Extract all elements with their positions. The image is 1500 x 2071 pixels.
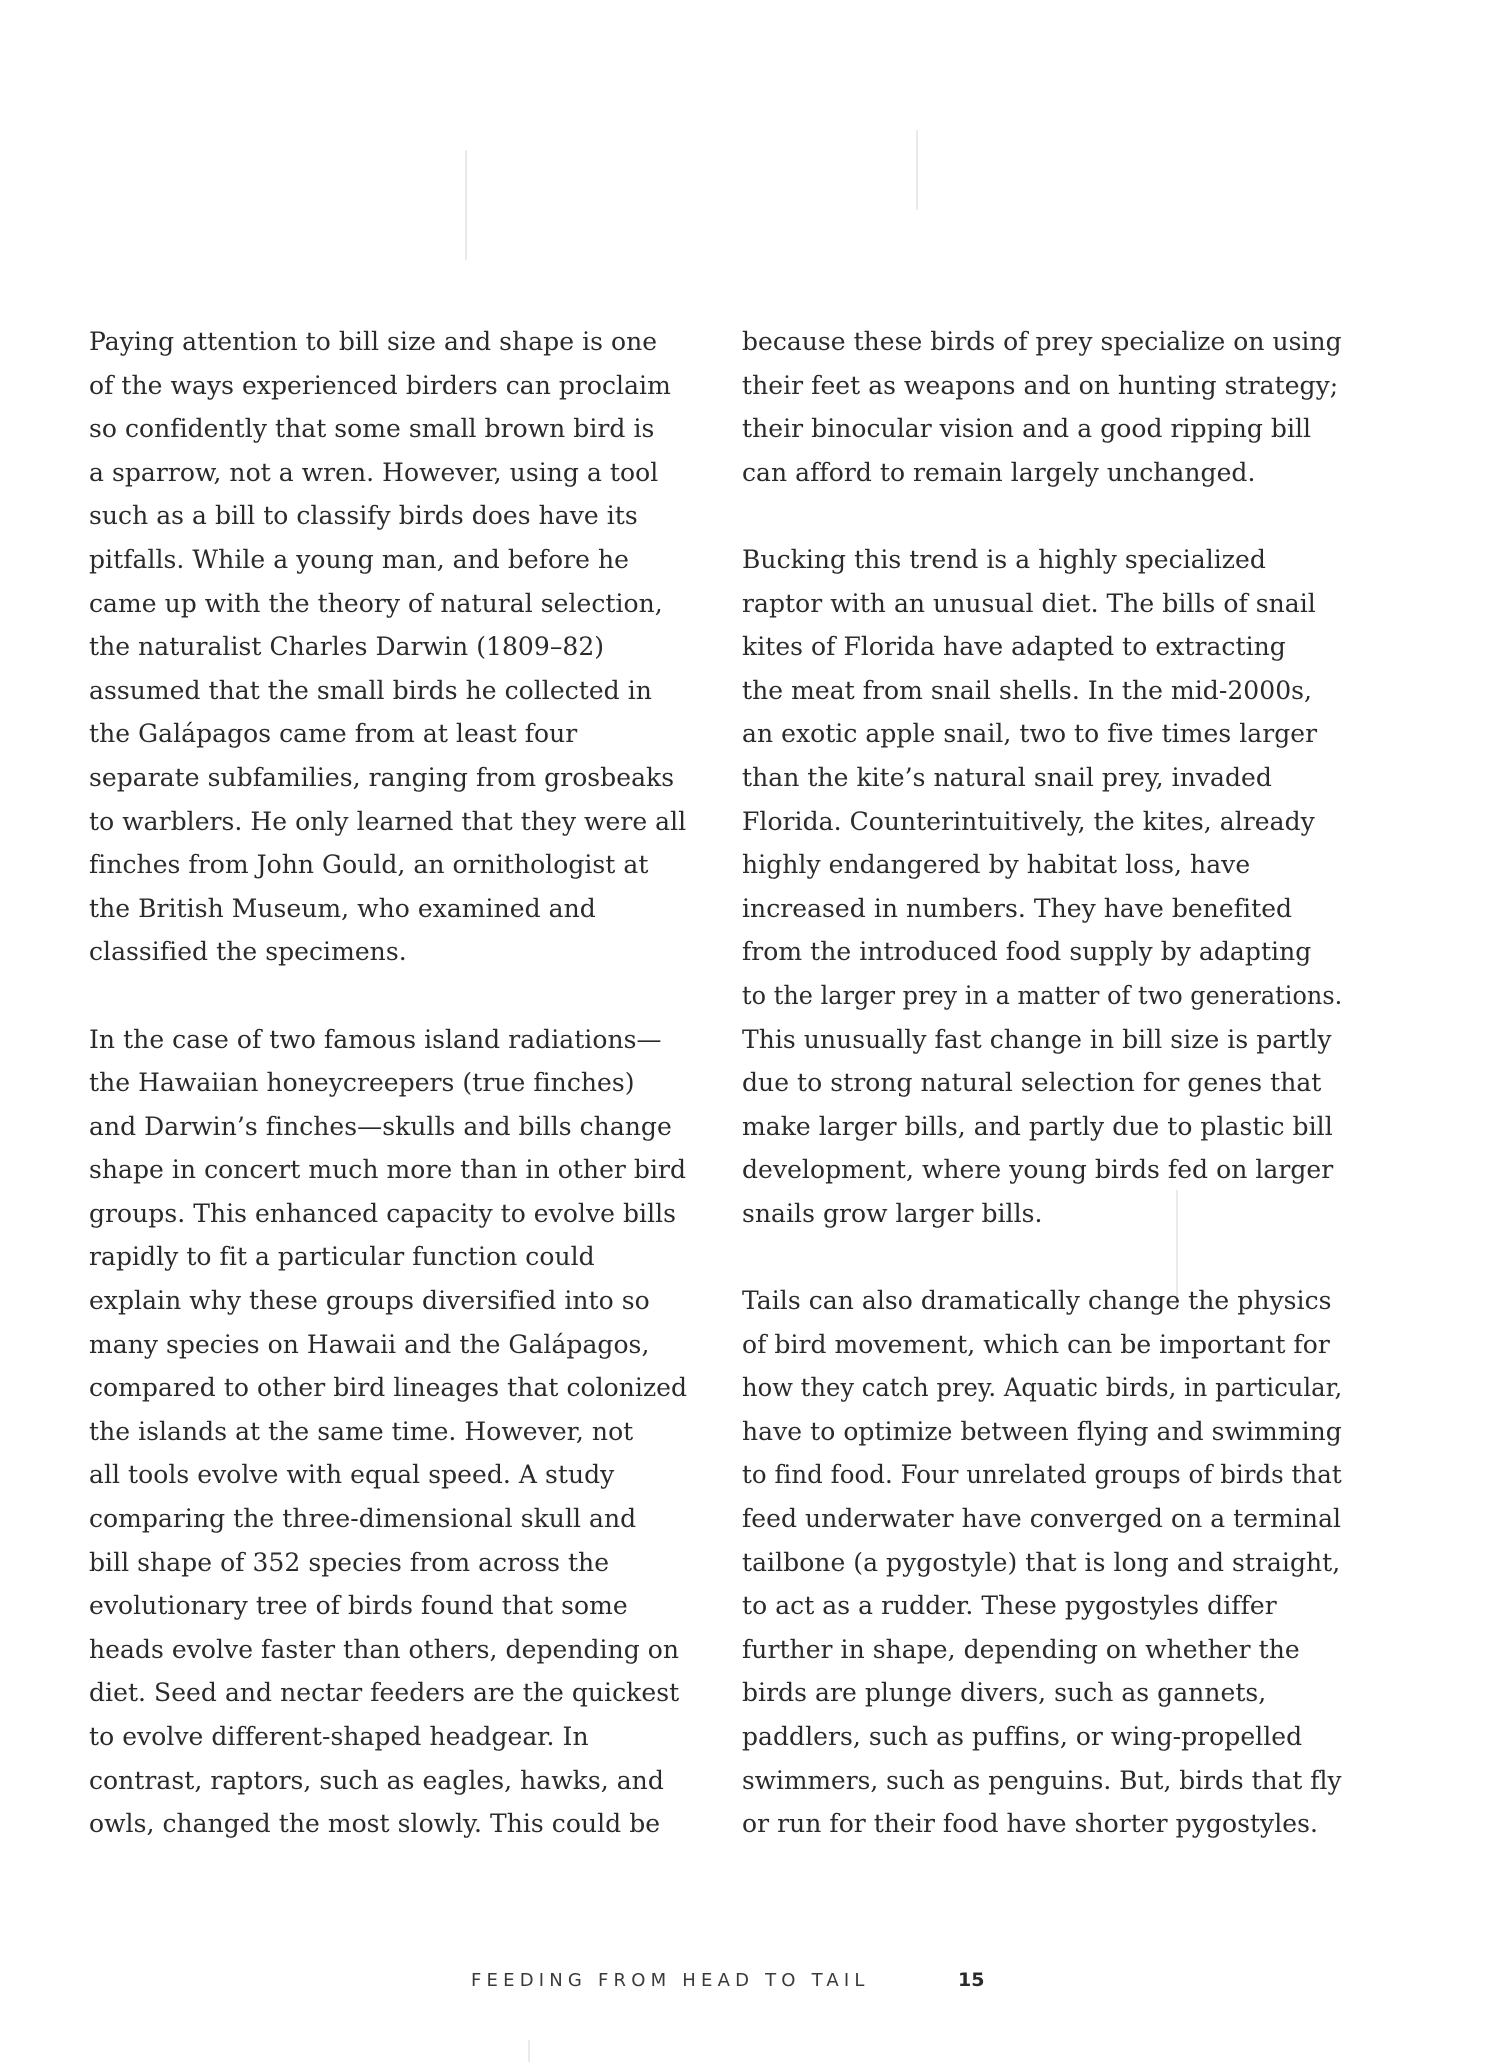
text-line: the British Museum, who examined and — [89, 893, 596, 923]
text-line: or run for their food have shorter pygostyles. — [742, 1809, 1318, 1839]
text-line: snails grow larger bills. — [742, 1198, 1043, 1228]
text-line: due to strong natural selection for genes that — [742, 1068, 1322, 1098]
text-line: to evolve different-shaped headgear. In — [89, 1722, 589, 1751]
text-line: so confidently that some small brown bird is — [89, 414, 655, 444]
text-line: further in shape, depending on whether the — [742, 1634, 1300, 1664]
text-line: groups. This enhanced capacity to evolve bills — [89, 1198, 677, 1228]
text-line: have to optimize between flying and swimming — [742, 1416, 1342, 1446]
text-line: of the ways experienced birders can proclaim — [89, 370, 671, 400]
text-line: make larger bills, and partly due to plastic bill — [742, 1111, 1333, 1141]
text-line: increased in numbers. They have benefited — [742, 893, 1293, 923]
text-line: highly endangered by habitat loss, have — [742, 850, 1251, 880]
text-line: classified the specimens. — [89, 937, 407, 967]
scan-mark — [465, 150, 467, 260]
text-line: owls, changed the most slowly. This could be — [89, 1809, 661, 1839]
text-line: to the larger prey in a matter of two generations. — [742, 980, 1343, 1010]
scan-mark — [528, 2040, 530, 2062]
text-line: the meat from snail shells. In the mid-2000s, — [742, 675, 1313, 705]
paragraph — [742, 538, 1352, 1236]
text-line: raptor with an unusual diet. The bills of snail — [742, 588, 1316, 618]
text-line: their binocular vision and a good ripping bill — [742, 414, 1312, 444]
text-line: diet. Seed and nectar feeders are the quickest — [89, 1678, 680, 1708]
text-line: birds are plunge divers, such as gannets, — [742, 1678, 1267, 1708]
running-head: FEEDING FROM HEAD TO TAIL — [471, 1970, 870, 1991]
page-number: 15 — [958, 1969, 985, 1991]
paragraph — [89, 1018, 699, 1846]
text-line: This unusually fast change in bill size is partly — [742, 1024, 1332, 1054]
text-line: swimmers, such as penguins. But, birds that fly — [742, 1765, 1342, 1795]
text-line: many species on Hawaii and the Galápagos, — [89, 1329, 650, 1359]
text-line: their feet as weapons and on hunting strategy; — [742, 370, 1339, 400]
text-line: to find food. Four unrelated groups of birds that — [742, 1460, 1342, 1490]
text-line: Florida. Counterintuitively, the kites, already — [742, 806, 1315, 836]
text-line: rapidly to fit a particular function could — [89, 1242, 595, 1272]
text-line: heads evolve faster than others, depending on — [89, 1634, 680, 1664]
text-line: the Galápagos came from at least four — [89, 719, 578, 749]
text-line: the islands at the same time. However, not — [89, 1416, 634, 1446]
text-line: Tails can also dramatically change the physics — [742, 1286, 1332, 1316]
text-line: to act as a rudder. These pygostyles differ — [742, 1591, 1277, 1621]
text-line: Bucking this trend is a highly specialized — [742, 544, 1266, 574]
text-line: shape in concert much more than in other bird — [89, 1155, 687, 1185]
text-line: In the case of two famous island radiations— — [89, 1024, 662, 1054]
text-line: of bird movement, which can be important for — [742, 1329, 1330, 1359]
scan-mark — [916, 130, 918, 210]
text-line: pitfalls. While a young man, and before he — [89, 544, 629, 574]
text-line: how they catch prey. Aquatic birds, in particular, — [742, 1373, 1343, 1403]
right-column — [742, 320, 1352, 1846]
text-line: feed underwater have converged on a terminal — [742, 1504, 1342, 1534]
paragraph — [742, 1279, 1352, 1846]
text-line: than the kite’s natural snail prey, invaded — [742, 762, 1272, 792]
text-line: came up with the theory of natural selection, — [89, 588, 663, 618]
text-line: a sparrow, not a wren. However, using a tool — [89, 457, 659, 487]
text-line: assumed that the small birds he collected in — [89, 675, 652, 705]
page-footer — [0, 1970, 1500, 2000]
text-line: to warblers. He only learned that they were all — [89, 806, 687, 836]
text-line: can afford to remain largely unchanged. — [742, 457, 1256, 487]
text-line: comparing the three-dimensional skull and — [89, 1504, 637, 1534]
text-line: such as a bill to classify birds does have its — [89, 501, 638, 531]
paragraph — [89, 320, 699, 974]
text-line: kites of Florida have adapted to extracting — [742, 632, 1286, 662]
text-line: all tools evolve with equal speed. A study — [89, 1460, 615, 1490]
text-line: an exotic apple snail, two to five times larger — [742, 719, 1318, 749]
text-line: development, where young birds fed on larger — [742, 1155, 1334, 1185]
text-line: contrast, raptors, such as eagles, hawks, and — [89, 1765, 664, 1795]
text-line: tailbone (a pygostyle) that is long and straight, — [742, 1547, 1341, 1577]
text-line: from the introduced food supply by adapting — [742, 937, 1312, 967]
text-line: separate subfamilies, ranging from grosbeaks — [89, 762, 675, 792]
text-line: the naturalist Charles Darwin (1809–82) — [89, 632, 605, 662]
text-line: bill shape of 352 species from across the — [89, 1547, 610, 1577]
text-line: the Hawaiian honeycreepers (true finches) — [89, 1068, 635, 1098]
text-line: evolutionary tree of birds found that some — [89, 1591, 628, 1621]
text-line: explain why these groups diversified into so — [89, 1286, 650, 1316]
text-line: Paying attention to bill size and shape is one — [89, 327, 658, 356]
text-line: compared to other bird lineages that colonized — [89, 1373, 688, 1403]
left-column — [89, 320, 699, 1846]
text-line: finches from John Gould, an ornithologist at — [89, 850, 649, 880]
text-line: and Darwin’s finches—skulls and bills change — [89, 1111, 672, 1141]
paragraph — [742, 320, 1352, 494]
text-line: paddlers, such as puffins, or wing-propelled — [742, 1722, 1303, 1751]
text-line: because these birds of prey specialize on using — [742, 327, 1342, 356]
